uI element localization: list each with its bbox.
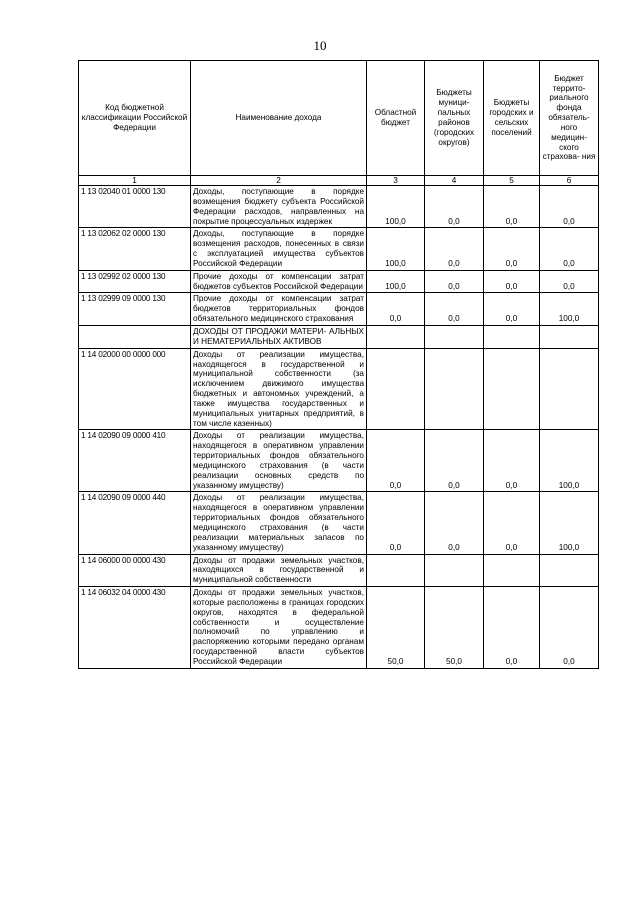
section-heading-row [79, 325, 599, 348]
row-municipal-value [425, 325, 484, 348]
table-row [79, 430, 599, 492]
row-medical-fund-value [540, 325, 599, 348]
row-settlement-value: 0,0 [484, 492, 540, 554]
row-name: Доходы от продажи земельных участков, находящихся в государственной и муниципальной собственности [191, 554, 367, 587]
table-row [79, 293, 599, 326]
row-settlement-value: 0,0 [484, 270, 540, 293]
header-row [79, 61, 599, 176]
row-name: Прочие доходы от компенсации затрат бюджетов территориальных фондов обязательного медицинского страхования [191, 293, 367, 326]
table-row [79, 270, 599, 293]
row-code: 1 13 02040 01 0000 130 [79, 186, 191, 228]
column-number: 6 [540, 176, 599, 186]
row-municipal-value: 0,0 [425, 492, 484, 554]
header-code: Код бюджетной классификации Российской Федерации [79, 61, 191, 176]
row-municipal-value: 50,0 [425, 587, 484, 669]
row-regional-value: 100,0 [367, 228, 425, 270]
section-heading: ДОХОДЫ ОТ ПРОДАЖИ МАТЕРИ- АЛЬНЫХ И НЕМАТЕРИАЛЬНЫХ АКТИВОВ [191, 325, 367, 348]
header-municipal-budgets: Бюджеты муници- пальных районов (городских округов) [425, 61, 484, 176]
row-settlement-value [484, 348, 540, 430]
table-row [79, 554, 599, 587]
column-number-row [79, 176, 599, 186]
row-settlement-value: 0,0 [484, 186, 540, 228]
row-code: 1 13 02999 09 0000 130 [79, 293, 191, 326]
row-medical-fund-value: 100,0 [540, 430, 599, 492]
row-medical-fund-value [540, 554, 599, 587]
column-number: 4 [425, 176, 484, 186]
column-number: 5 [484, 176, 540, 186]
row-regional-value: 50,0 [367, 587, 425, 669]
table-row [79, 348, 599, 430]
table-row [79, 492, 599, 554]
row-municipal-value: 0,0 [425, 186, 484, 228]
row-municipal-value: 0,0 [425, 430, 484, 492]
row-name: Прочие доходы от компенсации затрат бюджетов субъектов Российской Федерации [191, 270, 367, 293]
row-settlement-value: 0,0 [484, 228, 540, 270]
row-name: Доходы, поступающие в порядке возмещения расходов, понесенных в связи с эксплуатацией имущества субъектов Российской Федерации [191, 228, 367, 270]
row-regional-value: 0,0 [367, 492, 425, 554]
row-settlement-value: 0,0 [484, 430, 540, 492]
row-name: Доходы от реализации имущества, находящегося в оперативном управлении территориальных фондов обязательного медицинского страхования (в части реализации материальных запасов по указанному имуществу) [191, 492, 367, 554]
row-medical-fund-value: 0,0 [540, 270, 599, 293]
row-medical-fund-value: 0,0 [540, 186, 599, 228]
revenue-table [78, 60, 599, 669]
header-settlement-budgets: Бюджеты городских и сельских поселений [484, 61, 540, 176]
row-name: Доходы от продажи земельных участков, которые расположены в границах городских округов, находятся в федеральной собственности и осуществление полномочий по управлению и распоряжению которыми передано органам государственной власти субъектов Российской Федерации [191, 587, 367, 669]
column-number: 1 [79, 176, 191, 186]
row-regional-value: 0,0 [367, 430, 425, 492]
row-settlement-value [484, 554, 540, 587]
row-regional-value: 100,0 [367, 186, 425, 228]
row-code: 1 14 02090 09 0000 440 [79, 492, 191, 554]
row-code: 1 14 02000 00 0000 000 [79, 348, 191, 430]
row-name: Доходы от реализации имущества, находящегося в оперативном управлении территориальных фондов обязательного медицинского страхования (в части реализации основных средств по указанному имуществу) [191, 430, 367, 492]
row-code: 1 14 02090 09 0000 410 [79, 430, 191, 492]
row-municipal-value: 0,0 [425, 293, 484, 326]
row-code: 1 14 06032 04 0000 430 [79, 587, 191, 669]
row-municipal-value [425, 554, 484, 587]
row-municipal-value: 0,0 [425, 228, 484, 270]
row-regional-value [367, 325, 425, 348]
row-medical-fund-value: 0,0 [540, 587, 599, 669]
row-settlement-value [484, 325, 540, 348]
row-name: Доходы от реализации имущества, находящегося в государственной и муниципальной собственности (за исключением движимого имущества бюджетных и автономных учреждений, а также имущества государственных и муниципальных унитарных предприятий, в том числе казенных) [191, 348, 367, 430]
header-regional-budget: Областной бюджет [367, 61, 425, 176]
row-regional-value: 0,0 [367, 293, 425, 326]
row-regional-value [367, 554, 425, 587]
row-code: 1 13 02992 02 0000 130 [79, 270, 191, 293]
row-regional-value: 100,0 [367, 270, 425, 293]
column-number: 2 [191, 176, 367, 186]
row-code [79, 325, 191, 348]
row-code: 1 14 06000 00 0000 430 [79, 554, 191, 587]
row-medical-fund-value: 0,0 [540, 228, 599, 270]
page-number: 10 [313, 38, 327, 53]
row-code: 1 13 02062 02 0000 130 [79, 228, 191, 270]
column-number: 3 [367, 176, 425, 186]
table-row [79, 228, 599, 270]
table-row [79, 587, 599, 669]
header-medical-fund-budget: Бюджет террито- риального фонда обязатель- ного медицин- ского страхова- ния [540, 61, 599, 176]
row-medical-fund-value [540, 348, 599, 430]
row-medical-fund-value: 100,0 [540, 293, 599, 326]
row-regional-value [367, 348, 425, 430]
table-row [79, 186, 599, 228]
row-municipal-value: 0,0 [425, 270, 484, 293]
row-settlement-value: 0,0 [484, 587, 540, 669]
row-medical-fund-value: 100,0 [540, 492, 599, 554]
row-municipal-value [425, 348, 484, 430]
row-settlement-value: 0,0 [484, 293, 540, 326]
header-name: Наименование дохода [191, 61, 367, 176]
row-name: Доходы, поступающие в порядке возмещения бюджету субъекта Российской Федерации расходов, направленных на покрытие процессуальных издержек [191, 186, 367, 228]
